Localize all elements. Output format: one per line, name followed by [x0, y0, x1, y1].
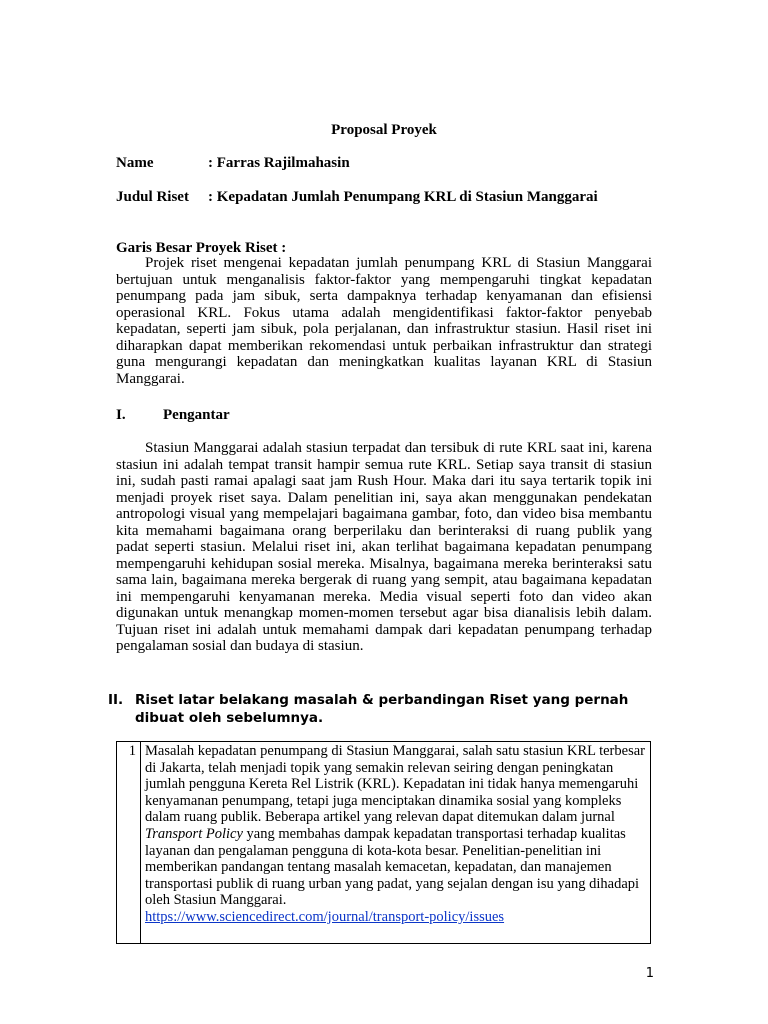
reference-journal: Transport Policy [145, 825, 243, 842]
reference-text-after: yang membahas dampak kepadatan transportasi terhadap kualitas layanan dan pengalaman pengguna di kota-kota besar. Penelitian-penelitian ini memberikan pandangan tentang masalah kemacetan, kepadatan, dan manajemen transportasi publik di ruang urban yang padat, yang sejalan dengan isu yang dihadapi oleh Stasiun Manggarai. [145, 825, 640, 909]
meta-label: Judul Riset [116, 189, 189, 205]
section-1-number: I. [116, 407, 126, 423]
overview-heading: Garis Besar Proyek Riset : [116, 240, 287, 256]
reference-text [145, 743, 645, 926]
meta-label: Name [116, 155, 154, 171]
meta-value: : Farras Rajilmahasin [208, 155, 350, 171]
reference-table [116, 741, 651, 944]
section-1-heading: Pengantar [163, 407, 230, 423]
section-1-paragraph: Stasiun Manggarai adalah stasiun terpadat dan tersibuk di rute KRL saat ini, karena stasiun ini adalah tempat transit hampir semua rute KRL. Setiap saya transit di stasiun ini, sudah pasti ramai apalagi saat jam Rush Hour. Maka dari itu saya tertarik topik ini menjadi proyek riset saya. Dalam penelitian ini, saya akan menggunakan pendekatan antropologi visual yang mempelajari bagaimana gambar, foto, dan video bisa membantu kita memahami bagaimana orang berperilaku dan berinteraksi di ruang publik yang padat seperti stasiun. Melalui riset ini, akan terlihat bagaimana kepadatan penumpang mempengaruhi kehidupan sosial mereka. Misalnya, bagaimana mereka berinteraksi satu sama lain, bagaimana mereka bergerak di ruang yang sempit, atau bagaimana kepadatan ini mempengaruhi kenyamanan mereka. Media visual seperti foto dan video akan digunakan untuk menangkap momen-momen tersebut agar bisa dianalisis lebih dalam. Tujuan riset ini adalah untuk memahami dampak dari kepadatan penumpang terhadap pengalaman sosial dan budaya di stasiun. [116, 440, 652, 654]
reference-text-before: Masalah kepadatan penumpang di Stasiun Manggarai, salah satu stasiun KRL terbesar di Jakarta, telah menjadi topik yang semakin relevan seiring dengan peningkatan jumlah pengguna Kereta Rel Listrik (KRL). Kepadatan ini tidak hanya memengaruhi kenyamanan penumpang, tetapi juga menciptakan dinamika sosial yang kompleks dalam ruang publik. Beberapa artikel yang relevan dapat ditemukan dalam jurnal [145, 743, 645, 826]
reference-number: 1 [117, 742, 141, 943]
page-number: 1 [645, 966, 654, 981]
section-2-heading: Riset latar belakang masalah & perbandingan Riset yang pernah dibuat oleh sebelumnya. [135, 692, 629, 726]
section-2-number: II. [108, 692, 124, 708]
reference-link[interactable]: https://www.sciencedirect.com/journal/transport-policy/issues [145, 908, 505, 925]
overview-paragraph: Projek riset mengenai kepadatan jumlah penumpang KRL di Stasiun Manggarai bertujuan untuk menganalisis faktor-faktor yang mempengaruhi tingkat kepadatan penumpang pada jam sibuk, serta dampaknya terhadap kenyamanan dan efisiensi operasional KRL. Fokus utama adalah mengidentifikasi faktor-faktor penyebab kepadatan, seperti jam sibuk, pola perjalanan, dan infrastruktur stasiun. Hasil riset ini diharapkan dapat memberikan rekomendasi untuk perbaikan infrastruktur dan strategi guna mengurangi kepadatan dan meningkatkan kualitas layanan KRL di Stasiun Manggarai. [116, 255, 652, 387]
document-title: Proposal Proyek [331, 122, 437, 138]
meta-value: : Kepadatan Jumlah Penumpang KRL di Stasiun Manggarai [208, 189, 598, 205]
